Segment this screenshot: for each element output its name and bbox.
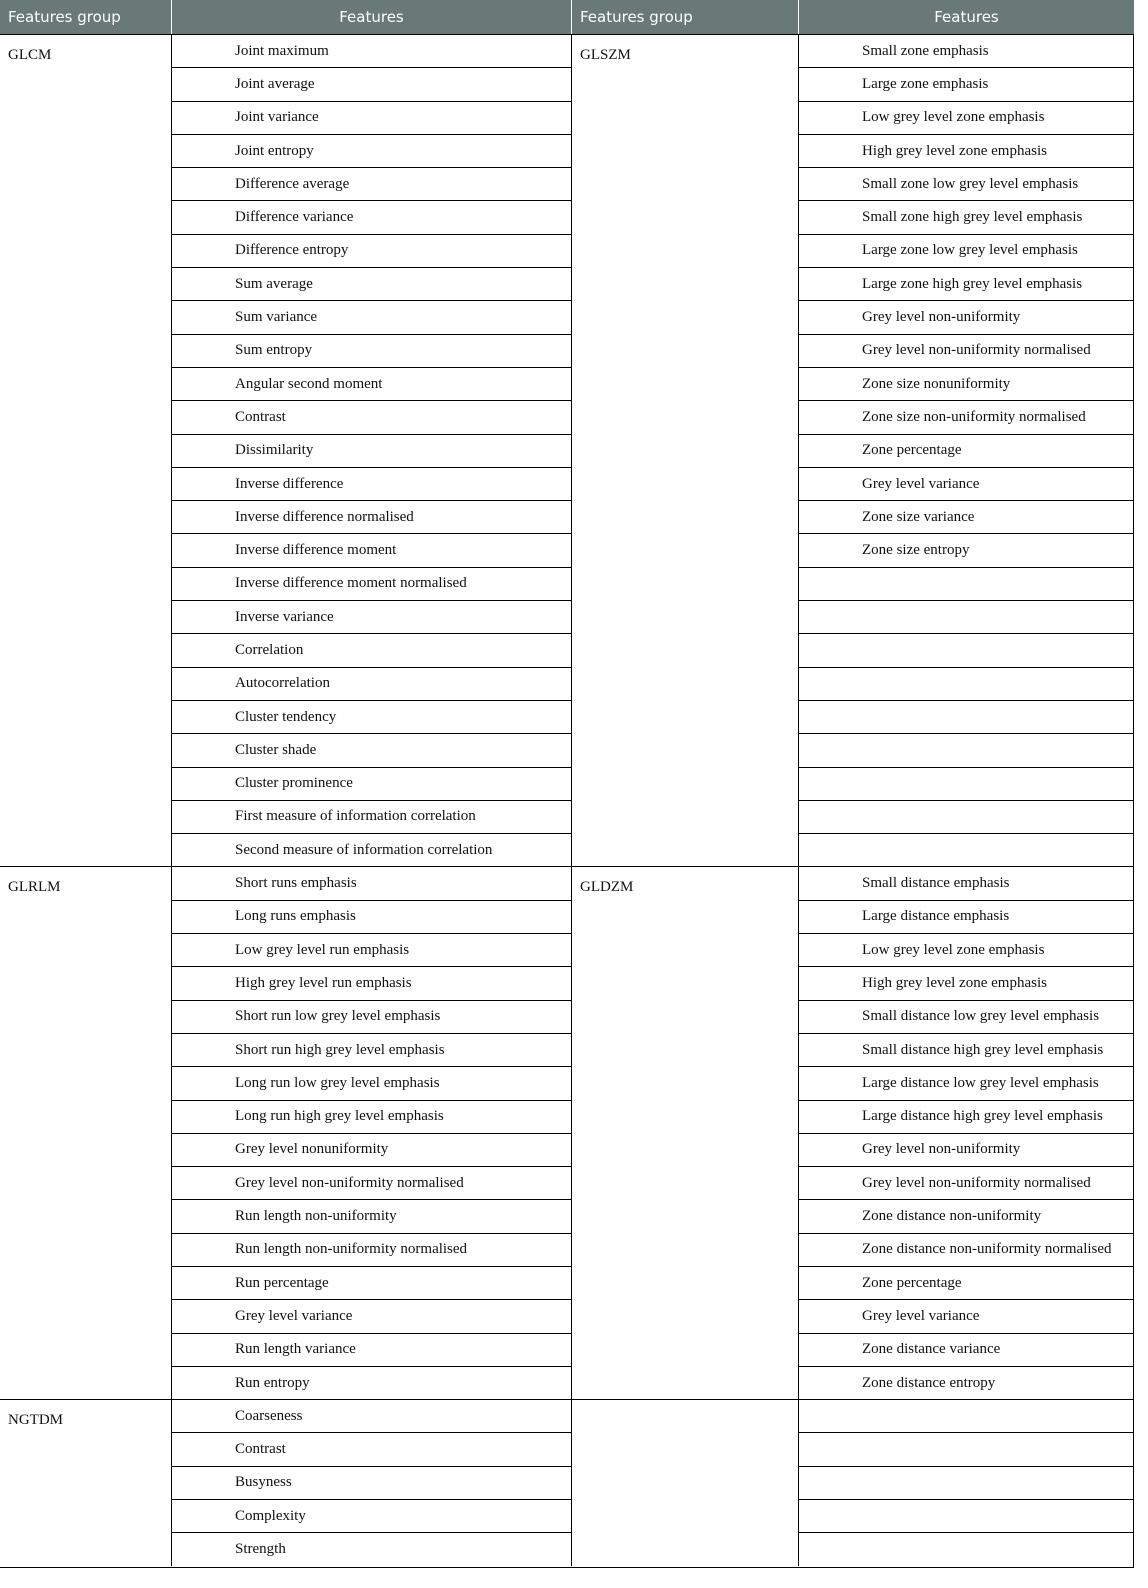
feature-cell-right: Low grey level zone emphasis [798,101,1134,134]
feature-cell-left: Grey level nonuniformity [171,1133,571,1166]
feature-cell-left: Second measure of information correlation [171,833,571,866]
feature-cell-right: Grey level non-uniformity normalised [798,334,1134,367]
feature-cell-right: Large distance emphasis [798,900,1134,933]
feature-cell-left: Short runs emphasis [171,866,571,899]
feature-cell-left: Difference average [171,167,571,200]
feature-cell-right: Small distance low grey level emphasis [798,1000,1134,1033]
feature-cell-left: Grey level non-uniformity normalised [171,1166,571,1199]
feature-cell-left: Long runs emphasis [171,900,571,933]
feature-cell-right [798,667,1134,700]
feature-cell-left: Cluster tendency [171,700,571,733]
feature-cell-right [798,767,1134,800]
feature-cell-left: Contrast [171,1432,571,1465]
feature-cell-left: Low grey level run emphasis [171,933,571,966]
feature-cell-right [798,833,1134,866]
feature-cell-left: Sum average [171,267,571,300]
feature-cell-left: Busyness [171,1466,571,1499]
feature-cell-right: Small zone high grey level emphasis [798,200,1134,233]
feature-cell-right: High grey level zone emphasis [798,134,1134,167]
header-features-right: Features [798,0,1134,34]
feature-cell-left: Inverse difference moment [171,533,571,566]
feature-cell-left: Long run low grey level emphasis [171,1066,571,1099]
feature-cell-right: Large zone high grey level emphasis [798,267,1134,300]
feature-cell-left: Dissimilarity [171,434,571,467]
feature-cell-left: Run length non-uniformity [171,1199,571,1232]
feature-cell-left: Inverse difference moment normalised [171,567,571,600]
feature-cell-left: Cluster prominence [171,767,571,800]
feature-cell-right [798,700,1134,733]
feature-cell-left: Joint maximum [171,34,571,67]
feature-cell-right: Small zone emphasis [798,34,1134,67]
feature-cell-left: Joint variance [171,101,571,134]
group-cell-right-1: GLDZM [571,866,798,1399]
feature-cell-left: Contrast [171,400,571,433]
header-features-group-right: Features group [571,0,798,34]
feature-cell-right: Zone distance non-uniformity normalised [798,1233,1134,1266]
feature-cell-right [798,1532,1134,1565]
feature-cell-left: Joint average [171,67,571,100]
feature-cell-right: Zone percentage [798,434,1134,467]
feature-cell-left: Inverse difference [171,467,571,500]
group-cell-right-0: GLSZM [571,34,798,866]
feature-cell-right [798,600,1134,633]
feature-cell-left: Difference entropy [171,234,571,267]
feature-cell-left: Long run high grey level emphasis [171,1100,571,1133]
group-cell-left-1: GLRLM [0,866,171,1399]
feature-cell-right [798,1466,1134,1499]
feature-cell-right: Grey level non-uniformity [798,300,1134,333]
header-features-left: Features [171,0,571,34]
feature-cell-left: Run entropy [171,1366,571,1399]
feature-cell-left: Short run high grey level emphasis [171,1033,571,1066]
feature-cell-left: Difference variance [171,200,571,233]
feature-cell-left: Strength [171,1532,571,1565]
feature-cell-right: Zone distance entropy [798,1366,1134,1399]
feature-cell-right: Large zone emphasis [798,67,1134,100]
feature-cell-left: Complexity [171,1499,571,1532]
feature-cell-right: Zone percentage [798,1266,1134,1299]
feature-cell-left: Inverse variance [171,600,571,633]
feature-cell-left: Run length variance [171,1333,571,1366]
feature-cell-left: Run percentage [171,1266,571,1299]
feature-cell-right: Low grey level zone emphasis [798,933,1134,966]
feature-cell-right [798,567,1134,600]
feature-cell-right: Small distance high grey level emphasis [798,1033,1134,1066]
feature-cell-right: Zone distance variance [798,1333,1134,1366]
feature-cell-right [798,733,1134,766]
group-cell-right-2 [571,1399,798,1565]
feature-cell-left: Short run low grey level emphasis [171,1000,571,1033]
feature-cell-right: Grey level non-uniformity normalised [798,1166,1134,1199]
group-cell-left-2: NGTDM [0,1399,171,1565]
feature-cell-left: Angular second moment [171,367,571,400]
feature-cell-right: High grey level zone emphasis [798,966,1134,999]
feature-cell-right: Grey level non-uniformity [798,1133,1134,1166]
feature-cell-left: First measure of information correlation [171,800,571,833]
feature-cell-left: High grey level run emphasis [171,966,571,999]
feature-cell-left: Sum entropy [171,334,571,367]
feature-cell-right [798,1432,1134,1465]
feature-cell-left: Grey level variance [171,1299,571,1332]
feature-cell-left: Sum variance [171,300,571,333]
feature-cell-right [798,1399,1134,1432]
feature-cell-right [798,800,1134,833]
feature-cell-right: Zone size non-uniformity normalised [798,400,1134,433]
feature-cell-right [798,1499,1134,1532]
feature-cell-right: Small zone low grey level emphasis [798,167,1134,200]
feature-cell-right: Large zone low grey level emphasis [798,234,1134,267]
feature-cell-right: Grey level variance [798,467,1134,500]
feature-cell-left: Inverse difference normalised [171,500,571,533]
feature-cell-left: Autocorrelation [171,667,571,700]
feature-cell-right: Zone distance non-uniformity [798,1199,1134,1232]
feature-cell-left: Cluster shade [171,733,571,766]
feature-cell-left: Coarseness [171,1399,571,1432]
group-cell-left-0: GLCM [0,34,171,866]
feature-cell-right: Zone size nonuniformity [798,367,1134,400]
feature-cell-right: Zone size variance [798,500,1134,533]
feature-cell-right: Small distance emphasis [798,866,1134,899]
feature-cell-right: Large distance high grey level emphasis [798,1100,1134,1133]
feature-cell-left: Joint entropy [171,134,571,167]
feature-cell-left: Correlation [171,633,571,666]
feature-cell-right [798,633,1134,666]
feature-cell-left: Run length non-uniformity normalised [171,1233,571,1266]
header-features-group-left: Features group [0,0,171,34]
feature-cell-right: Zone size entropy [798,533,1134,566]
feature-cell-right: Large distance low grey level emphasis [798,1066,1134,1099]
feature-cell-right: Grey level variance [798,1299,1134,1332]
